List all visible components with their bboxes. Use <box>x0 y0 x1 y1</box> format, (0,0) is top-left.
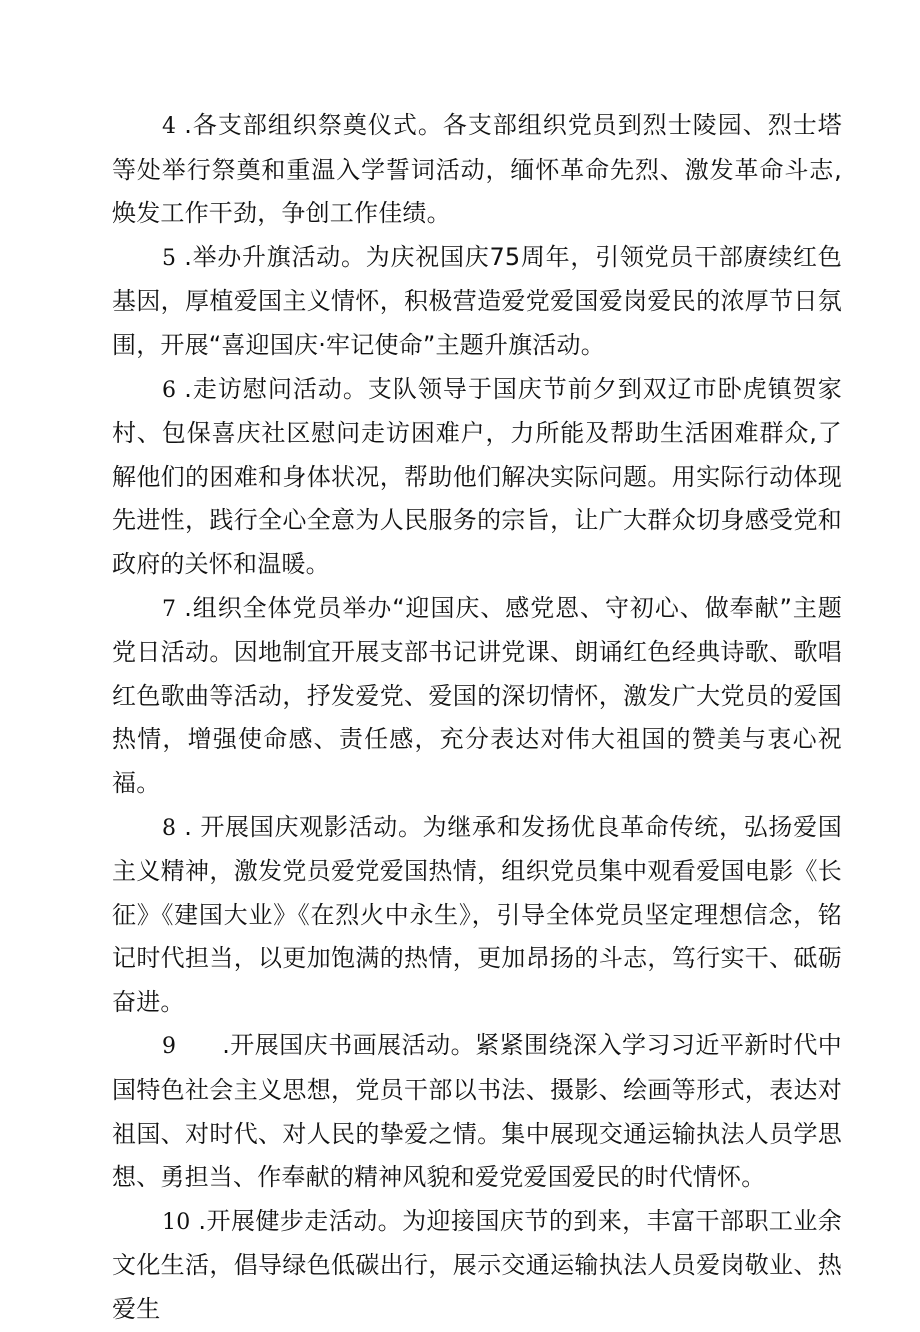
paragraph-number: 4 <box>162 114 177 139</box>
paragraph-number: 9 <box>162 1034 177 1060</box>
paragraph-6 <box>112 368 842 587</box>
paragraph-text: .开展健步走活动。为迎接国庆节的到来，丰富干部职工业余文化生活，倡导绿色低碳出行，展示交通运输执法人员爱岗敬业、热爱生 <box>112 1206 842 1324</box>
paragraph-7 <box>112 587 842 806</box>
body-text <box>112 104 842 1332</box>
paragraph-number: 8 <box>162 815 177 841</box>
paragraph-8 <box>112 806 842 1025</box>
paragraph-number: 5 <box>162 245 177 271</box>
paragraph-9 <box>112 1024 842 1199</box>
paragraph-text: .举办升旗活动。为庆祝国庆75周年，引领党员干部赓续红色基因，厚植爱国主义情怀，积极营造爱党爱国爱岗爱民的浓厚节日氛围，开展“喜迎国庆·牢记使命”主题升旗活动。 <box>112 242 842 359</box>
paragraph-text: . 开展国庆观影活动。为继承和发扬优良革命传统，弘扬爱国主义精神，激发党员爱党爱国热情，组织党员集中观看爱国电影《长征》《建国大业》《在烈火中永生》，引导全体党员坚定理想信念，铭记时代担当，以更加饱满的热情，更加昂扬的斗志，笃行实干、砥砺奋进。 <box>112 812 842 1016</box>
paragraph-10 <box>112 1200 842 1332</box>
paragraph-text: .组织全体党员举办“迎国庆、感党恩、守初心、做奉献”主题党日活动。因地制宜开展支部书记讲党课、朗诵红色经典诗歌、歌唱红色歌曲等活动，抒发爱党、爱国的深切情怀，激发广大党员的爱国热情，增强使命感、责任感，充分表达对伟大祖国的赞美与衷心祝福。 <box>112 593 842 797</box>
paragraph-text: .开展国庆书画展活动。紧紧围绕深入学习习近平新时代中国特色社会主义思想，党员干部以书法、摄影、绘画等形式，表达对祖国、对时代、对人民的挚爱之情。集中展现交通运输执法人员学思想、勇担当、作奉献的精神风貌和爱党爱国爱民的时代情怀。 <box>112 1031 842 1192</box>
paragraph-number: 6 <box>162 377 177 403</box>
paragraph-text: .各支部组织祭奠仪式。各支部组织党员到烈士陵园、烈士塔等处举行祭奠和重温入学誓词活动，缅怀革命先烈、激发革命斗志,焕发工作干劲，争创工作佳绩。 <box>112 111 842 228</box>
paragraph-text: .走访慰问活动。支队领导于国庆节前夕到双辽市卧虎镇贺家村、包保喜庆社区慰问走访困难户，力所能及帮助生活困难群众,了解他们的困难和身体状况，帮助他们解决实际问题。用实际行动体现先进性，践行全心全意为人民服务的宗旨，让广大群众切身感受党和政府的关怀和温暖。 <box>112 374 842 578</box>
paragraph-5 <box>112 236 842 368</box>
paragraph-4 <box>112 104 842 236</box>
paragraph-number: 10 <box>162 1209 191 1235</box>
paragraph-number: 7 <box>162 596 177 622</box>
